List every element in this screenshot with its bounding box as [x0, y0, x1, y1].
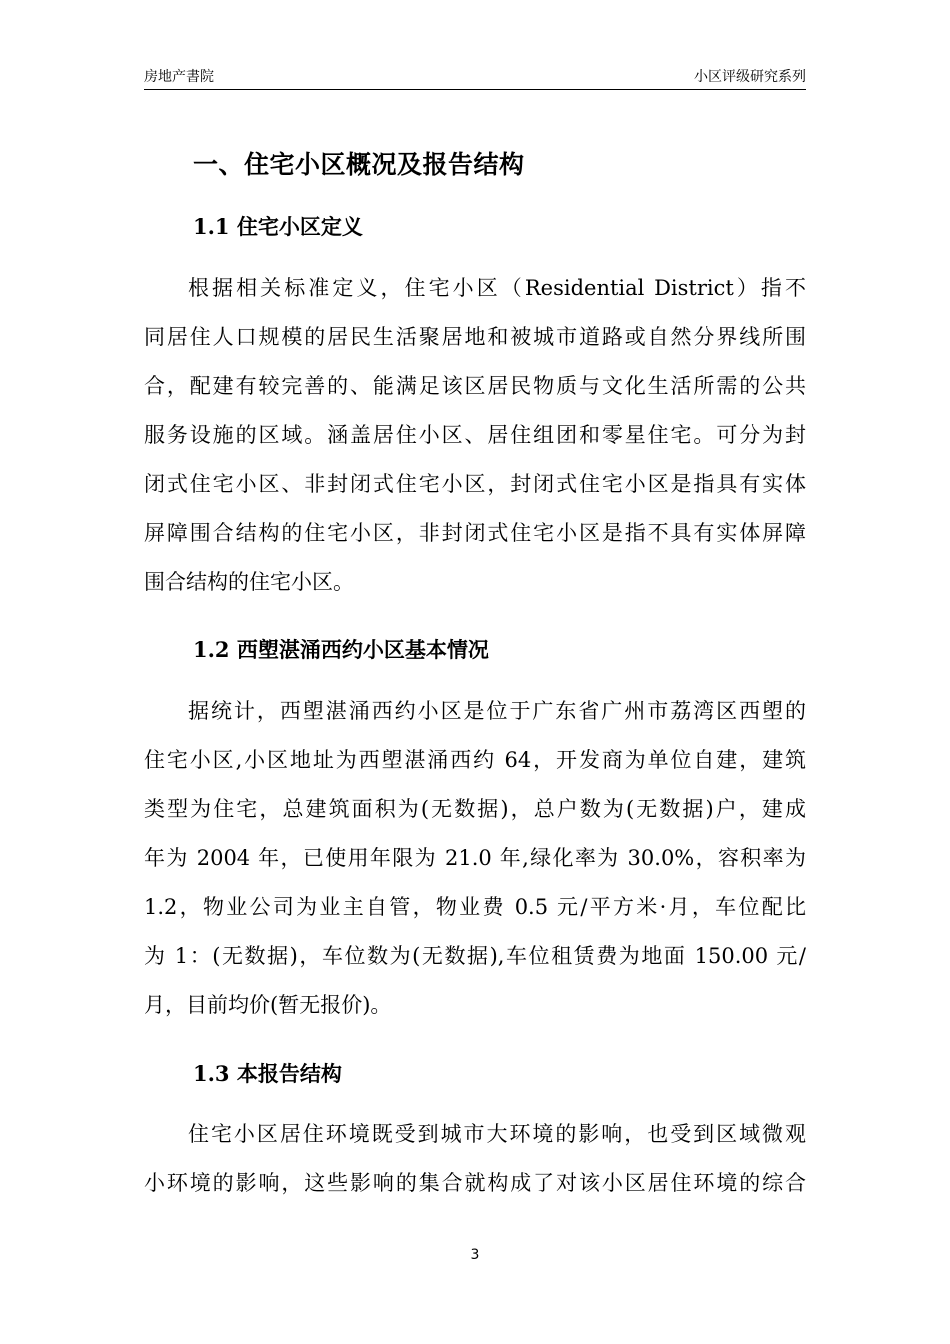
paragraph-line: 服务设施的区域。涵盖居住小区、居住组团和零星住宅。可分为封 [144, 423, 806, 447]
paragraph-definition [144, 264, 806, 607]
section-title: 一、住宅小区概况及报告结构 [193, 150, 525, 179]
paragraph-line: 月，目前均价(暂无报价)。 [144, 993, 392, 1017]
paragraph-line: 年为 2004 年，已使用年限为 21.0 年,绿化率为 30.0%，容积率为 [144, 846, 806, 870]
page-header [144, 66, 806, 88]
paragraph-structure [144, 1110, 806, 1208]
header-publisher: 房地产書院 [144, 69, 214, 85]
paragraph-basic-info [144, 687, 806, 1030]
paragraph-line: 小环境的影响，这些影响的集合就构成了对该小区居住环境的综合 [144, 1171, 806, 1195]
page-number: 3 [470, 1247, 480, 1263]
paragraph-line: 1.2，物业公司为业主自管，物业费 0.5 元/平方米·月，车位配比 [144, 895, 806, 919]
paragraph-line: 闭式住宅小区、非封闭式住宅小区，封闭式住宅小区是指具有实体 [144, 472, 806, 496]
paragraph-line: 据统计，西塱湛涌西约小区是位于广东省广州市荔湾区西塱的 [188, 699, 806, 723]
heading-1-1: 1.1 住宅小区定义 [193, 214, 363, 239]
heading-1-3: 1.3 本报告结构 [193, 1061, 342, 1086]
paragraph-line: 类型为住宅，总建筑面积为(无数据)，总户数为(无数据)户，建成 [144, 797, 806, 821]
header-series: 小区评级研究系列 [694, 69, 806, 85]
header-divider [144, 89, 806, 90]
paragraph-line: 根据相关标准定义，住宅小区（Residential District）指不 [188, 276, 806, 300]
paragraph-line: 合，配建有较完善的、能满足该区居民物质与文化生活所需的公共 [144, 374, 806, 398]
heading-1-2: 1.2 西塱湛涌西约小区基本情况 [193, 637, 489, 662]
paragraph-line: 住宅小区居住环境既受到城市大环境的影响，也受到区域微观 [188, 1122, 806, 1146]
paragraph-line: 同居住人口规模的居民生活聚居地和被城市道路或自然分界线所围 [144, 325, 806, 349]
paragraph-line: 屏障围合结构的住宅小区，非封闭式住宅小区是指不具有实体屏障 [144, 521, 806, 545]
paragraph-line: 为 1：(无数据)，车位数为(无数据),车位租赁费为地面 150.00 元/ [144, 944, 806, 968]
paragraph-line: 围合结构的住宅小区。 [144, 570, 354, 594]
paragraph-line: 住宅小区,小区地址为西塱湛涌西约 64，开发商为单位自建，建筑 [144, 748, 806, 772]
